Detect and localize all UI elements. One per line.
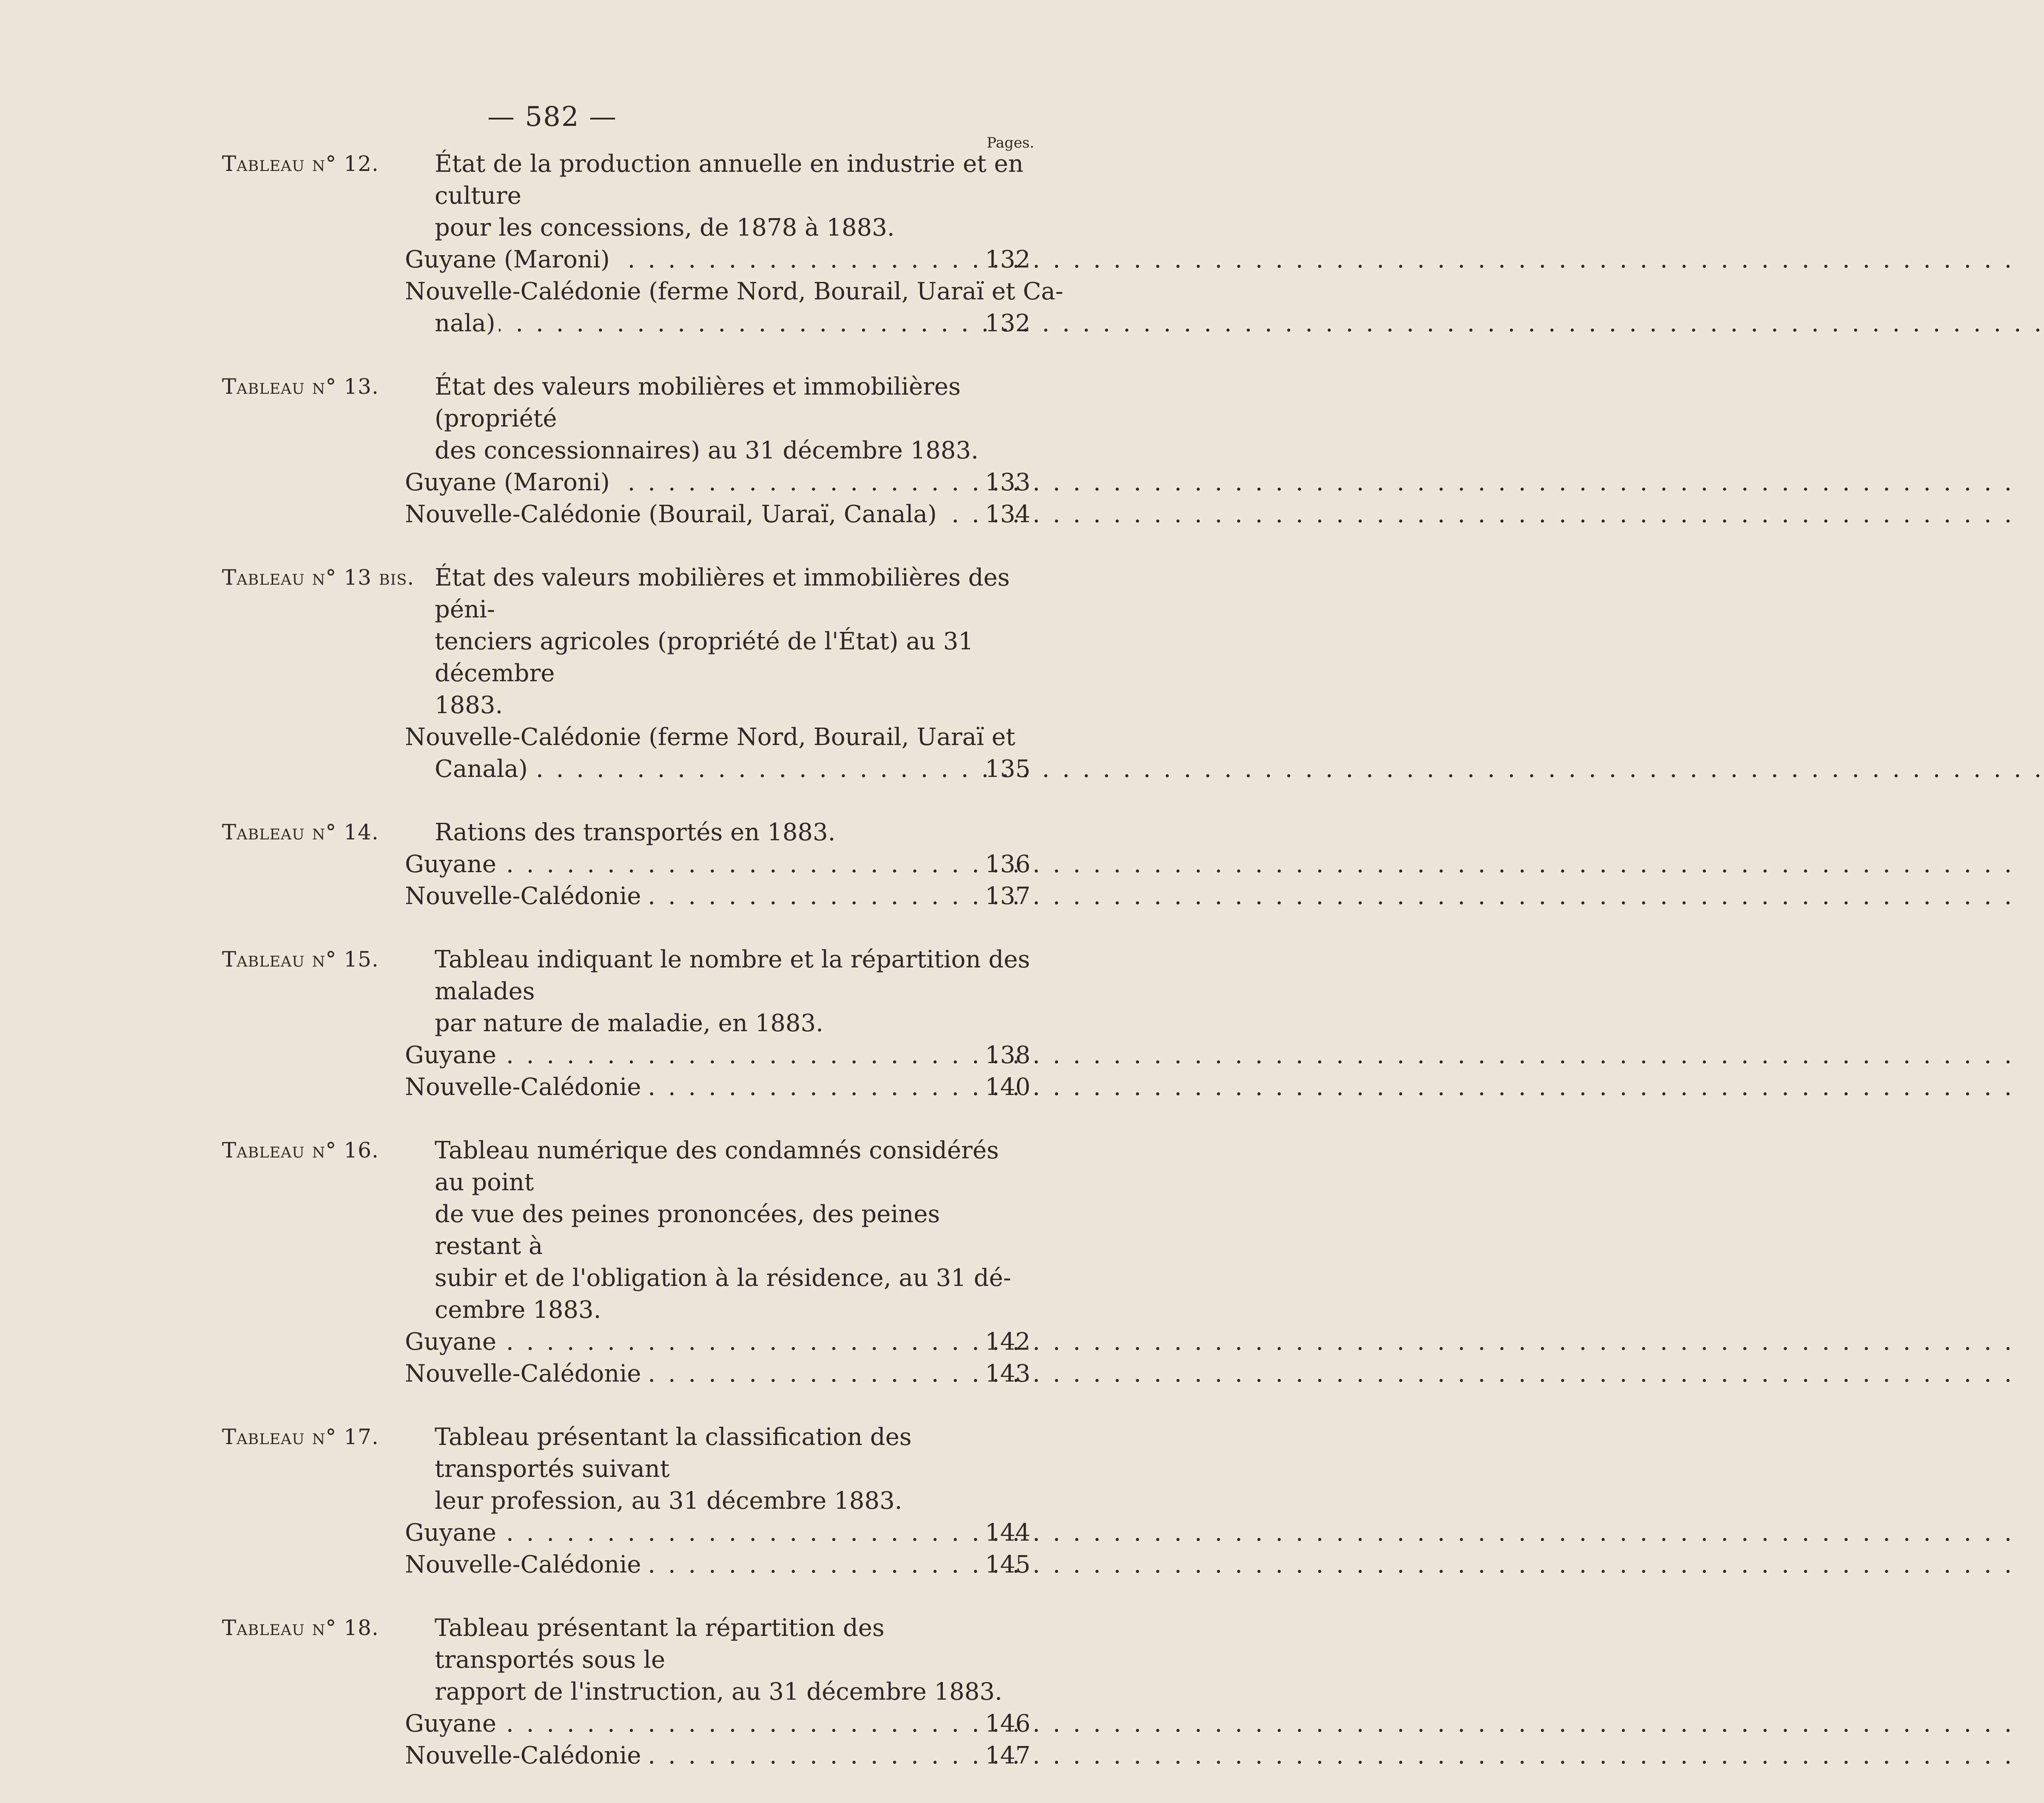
- entry-title-continuation: [222, 689, 1030, 721]
- sub-item-text: Nouvelle-Calédonie: [405, 1360, 644, 1388]
- page-reference: 138: [985, 1041, 1031, 1069]
- sub-item-line: [222, 1071, 1030, 1103]
- sub-item-line: [222, 848, 1030, 880]
- sub-item-text: Guyane: [405, 1041, 500, 1069]
- sub-item-text: Nouvelle-Calédonie (Bourail, Uaraï, Canala): [405, 501, 940, 528]
- toc-sub-item[interactable]: [222, 244, 1030, 276]
- entry-title: [222, 148, 1030, 212]
- sub-item-line: [222, 1740, 1030, 1772]
- tableau-label: Tableau n° 13 bis.: [222, 565, 415, 590]
- title-text: leur profession, au 31 décembre 1883.: [435, 1487, 902, 1515]
- page-reference: 147: [985, 1742, 1031, 1769]
- entry-title-continuation: [222, 1007, 1030, 1039]
- toc-sub-item[interactable]: [222, 1039, 1030, 1071]
- title-text: Tableau indiquant le nombre et la répartition des malades: [435, 946, 1030, 1005]
- page-reference: 145: [985, 1551, 1031, 1578]
- page-reference: 134: [985, 501, 1031, 528]
- entry-title: [222, 816, 1030, 848]
- sub-item-line: [222, 721, 1030, 753]
- tableau-label: Tableau n° 14.: [222, 820, 379, 845]
- entry-title: [222, 944, 1030, 1007]
- page-reference: 135: [985, 755, 1031, 783]
- toc-entry: [222, 1421, 1030, 1581]
- title-text: de vue des peines prononcées, des peines restant à: [435, 1200, 940, 1260]
- title-text: subir et de l'obligation à la résidence, au 31 dé-: [435, 1264, 1011, 1292]
- sub-item-line: [222, 466, 1030, 498]
- page-reference: 132: [985, 310, 1031, 337]
- toc-sub-item[interactable]: [222, 1740, 1030, 1772]
- entry-title-continuation: [222, 1262, 1030, 1294]
- sub-item-text: Guyane (Maroni): [405, 469, 613, 496]
- title-text: État des valeurs mobilières et immobilières (propriété: [435, 373, 961, 432]
- page-number: — 582 —: [487, 101, 617, 133]
- sub-item-text: Nouvelle-Calédonie (ferme Nord, Bourail, Uaraï et: [405, 723, 1019, 751]
- sub-item-line: [222, 307, 1030, 339]
- toc-sub-item[interactable]: [222, 1708, 1030, 1740]
- sub-item-line: [222, 880, 1030, 912]
- page-reference: 133: [985, 469, 1031, 496]
- page-reference: 140: [985, 1073, 1031, 1101]
- tableau-label: Tableau n° 13.: [222, 374, 379, 399]
- page-reference: 136: [985, 850, 1031, 878]
- entry-title: [222, 371, 1030, 435]
- title-text: pour les concessions, de 1878 à 1883.: [435, 214, 895, 242]
- sub-item-text: Guyane: [405, 1710, 500, 1738]
- sub-item-text: Nouvelle-Calédonie (ferme Nord, Bourail, Uaraï et Ca-: [405, 278, 1067, 305]
- sub-item-text: Nouvelle-Calédonie: [405, 1742, 644, 1769]
- toc-sub-item[interactable]: [222, 1358, 1030, 1390]
- entry-title-continuation: [222, 435, 1030, 466]
- entry-title: [222, 1135, 1030, 1198]
- sub-item-line: [222, 1517, 1030, 1549]
- sub-item-text: Canala): [435, 755, 531, 783]
- toc-entry: [222, 562, 1030, 785]
- sub-item-line: [222, 753, 1030, 785]
- toc-sub-item[interactable]: [222, 880, 1030, 912]
- entry-title-continuation: [222, 626, 1030, 689]
- toc-entry: [222, 816, 1030, 912]
- page-reference: 142: [985, 1328, 1031, 1356]
- title-text: Rations des transportés en 1883.: [435, 819, 836, 846]
- title-text: 1883.: [435, 691, 503, 719]
- entry-title-continuation: [222, 1294, 1030, 1326]
- entry-title-continuation: [222, 212, 1030, 244]
- sub-item-line: [222, 1039, 1030, 1071]
- pages-column-label: Pages.: [987, 134, 1034, 151]
- table-of-contents: [222, 148, 1064, 1803]
- toc-sub-item[interactable]: [222, 848, 1030, 880]
- tableau-label: Tableau n° 15.: [222, 947, 379, 972]
- sub-item-text: Nouvelle-Calédonie: [405, 1551, 644, 1578]
- sub-item-line: [222, 498, 1030, 530]
- sub-item-text: Guyane: [405, 1328, 500, 1356]
- toc-sub-item[interactable]: [222, 1549, 1030, 1581]
- sub-item-text: Guyane: [405, 850, 500, 878]
- toc-entry: [222, 148, 1064, 339]
- page-reference: 146: [985, 1710, 1031, 1738]
- page-reference: 132: [985, 246, 1031, 273]
- sub-item-line: [222, 1708, 1030, 1740]
- tableau-label: Tableau n° 12.: [222, 151, 379, 176]
- sub-item-line: [222, 1549, 1030, 1581]
- entry-title-continuation: [222, 1198, 1030, 1262]
- tableau-label: Tableau n° 16.: [222, 1138, 379, 1163]
- toc-sub-item[interactable]: [222, 721, 1030, 785]
- entry-title: [222, 1612, 1030, 1676]
- sub-item-text: Nouvelle-Calédonie: [405, 882, 644, 910]
- sub-item-line: [222, 1358, 1030, 1390]
- title-text: Tableau numérique des condamnés considérés au point: [435, 1137, 999, 1196]
- toc-entry: [222, 944, 1030, 1103]
- title-text: des concessionnaires) au 31 décembre 1883.: [435, 437, 979, 464]
- entry-title: [222, 562, 1030, 626]
- tableau-label: Tableau n° 17.: [222, 1425, 379, 1449]
- toc-sub-item[interactable]: [222, 466, 1030, 498]
- title-text: État de la production annuelle en industrie et en culture: [435, 150, 1024, 210]
- toc-entry: [222, 371, 1030, 530]
- sub-item-line: [222, 1326, 1030, 1358]
- sub-item-text: Guyane: [405, 1519, 500, 1547]
- toc-entry: [222, 1612, 1030, 1772]
- sub-item-line: [222, 244, 1030, 276]
- page-reference: 143: [985, 1360, 1031, 1388]
- entry-title: [222, 1421, 1030, 1485]
- title-text: rapport de l'instruction, au 31 décembre 1883.: [435, 1678, 1002, 1706]
- title-text: Tableau présentant la répartition des transportés sous le: [435, 1614, 885, 1674]
- sub-item-text: nala): [435, 310, 499, 337]
- page-reference: 144: [985, 1519, 1031, 1547]
- title-text: État des valeurs mobilières et immobilières des péni-: [435, 564, 1010, 623]
- toc-sub-item[interactable]: [222, 1071, 1030, 1103]
- title-text: par nature de maladie, en 1883.: [435, 1010, 823, 1037]
- toc-entry: [222, 1135, 1030, 1390]
- sub-item-text: Guyane (Maroni): [405, 246, 613, 273]
- title-text: cembre 1883.: [435, 1296, 601, 1324]
- tableau-label: Tableau n° 18.: [222, 1615, 379, 1640]
- toc-sub-item[interactable]: [222, 276, 1064, 339]
- entry-title-continuation: [222, 1676, 1030, 1708]
- toc-sub-item[interactable]: [222, 498, 1030, 530]
- toc-sub-item[interactable]: [222, 1326, 1030, 1358]
- sub-item-line: [222, 276, 1064, 307]
- toc-sub-item[interactable]: [222, 1517, 1030, 1549]
- sub-item-text: Nouvelle-Calédonie: [405, 1073, 644, 1101]
- entry-title-continuation: [222, 1485, 1030, 1517]
- page-reference: 137: [985, 882, 1031, 910]
- title-text: Tableau présentant la classification des transportés suivant: [435, 1423, 912, 1483]
- title-text: tenciers agricoles (propriété de l'État) au 31 décembre: [435, 628, 974, 687]
